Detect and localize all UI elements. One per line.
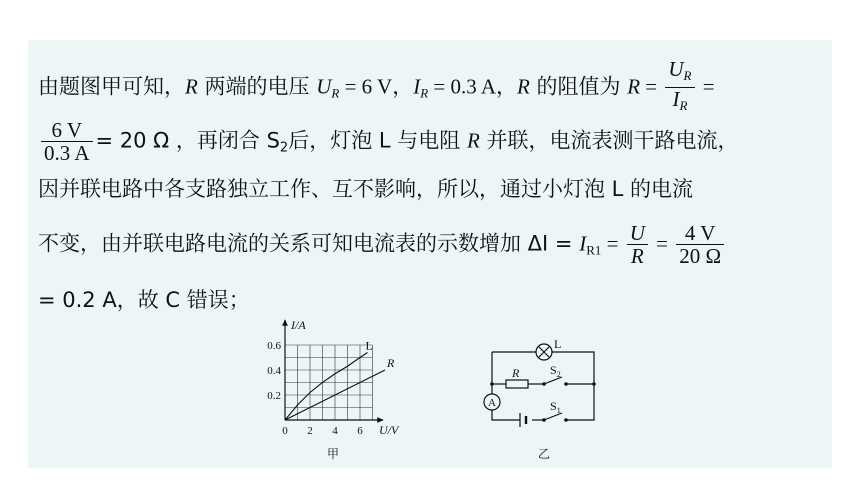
solution-line-4	[38, 222, 727, 267]
subscript: R1	[586, 242, 602, 258]
switch-s1-label: $S_1$	[550, 399, 561, 415]
symbol-u: U	[316, 74, 332, 99]
subscript: R	[679, 98, 688, 113]
denominator: R	[630, 244, 644, 268]
text: 后，灯泡 L 与电阻	[288, 128, 467, 153]
equals: =	[601, 231, 624, 256]
y-tick-label: 0.4	[267, 365, 281, 377]
symbol-r: R	[185, 74, 198, 99]
x-axis-label: U/V	[379, 423, 399, 437]
equals: =	[650, 231, 674, 256]
subscript: R	[683, 68, 692, 83]
y-tick-label: 0.6	[267, 340, 281, 352]
numerator: 6 V	[41, 119, 93, 142]
numerator: U	[627, 222, 648, 245]
subscript: R	[331, 85, 340, 101]
curve-r-label: R	[387, 356, 395, 370]
text: 的阻值为	[529, 74, 628, 99]
numerator: 4 V	[676, 222, 724, 245]
voltage-value: = 6 V，	[339, 74, 414, 99]
text: 并联，电流表测干路电流，	[479, 128, 739, 153]
subscript: 2	[279, 140, 289, 156]
fraction-4v-over-20ohm	[676, 222, 724, 267]
symbol-r: R	[466, 128, 480, 153]
text: = 20 Ω ，再闭合 S	[95, 128, 280, 153]
current-value: = 0.3 A，	[428, 74, 518, 99]
equals: =	[697, 74, 715, 99]
x-tick-label: 6	[357, 425, 363, 437]
text: 两端的电压	[197, 74, 317, 99]
solution-line-2	[38, 119, 738, 164]
iu-graph	[255, 312, 415, 462]
fraction-6v-over-0.3a	[41, 119, 93, 164]
solution-line-5: = 0.2 A，故 C 错误；	[38, 288, 250, 312]
symbol-r: R	[627, 74, 641, 99]
figure-caption-yi: 乙	[538, 447, 551, 461]
subscript: R	[420, 85, 429, 101]
lamp-label: L	[554, 337, 562, 351]
curve-l-label: L	[365, 338, 373, 353]
x-tick-label: 2	[307, 425, 313, 437]
circuit-diagram	[478, 332, 608, 464]
fraction-u-over-r	[627, 222, 648, 267]
text: 不变，由并联电路电流的关系可知电流表的示数增加 ΔI =	[38, 231, 580, 256]
wire	[492, 410, 520, 420]
equals: =	[640, 74, 663, 99]
y-axis-label: I/A	[291, 318, 306, 332]
figure-caption-jia: 甲	[327, 447, 340, 461]
lamp-cross	[539, 347, 550, 358]
numerator: U	[668, 57, 684, 81]
solution-line-1	[38, 58, 715, 117]
resistor-symbol	[506, 380, 528, 388]
symbol-r: R	[517, 74, 530, 99]
x-tick-label: 4	[332, 425, 338, 437]
resistor-label: R	[512, 366, 520, 380]
fraction-ur-over-ir	[665, 58, 694, 117]
solution-line-3: 因并联电路中各支路独立工作、互不影响，所以，通过小灯泡 L 的电流	[38, 177, 694, 201]
battery-icon	[520, 413, 526, 427]
ammeter-label: A	[488, 397, 496, 409]
symbol-i: I	[579, 231, 587, 256]
denominator: I	[672, 87, 680, 111]
x-tick-label: 0	[282, 425, 288, 437]
denominator: 20 Ω	[679, 244, 722, 268]
text: 由题图甲可知，	[38, 74, 185, 99]
symbol-i: I	[413, 74, 421, 99]
y-tick-label: 0.2	[267, 390, 281, 402]
switch-s2-label: $S_2$	[550, 363, 561, 379]
denominator: 0.3 A	[44, 141, 90, 165]
